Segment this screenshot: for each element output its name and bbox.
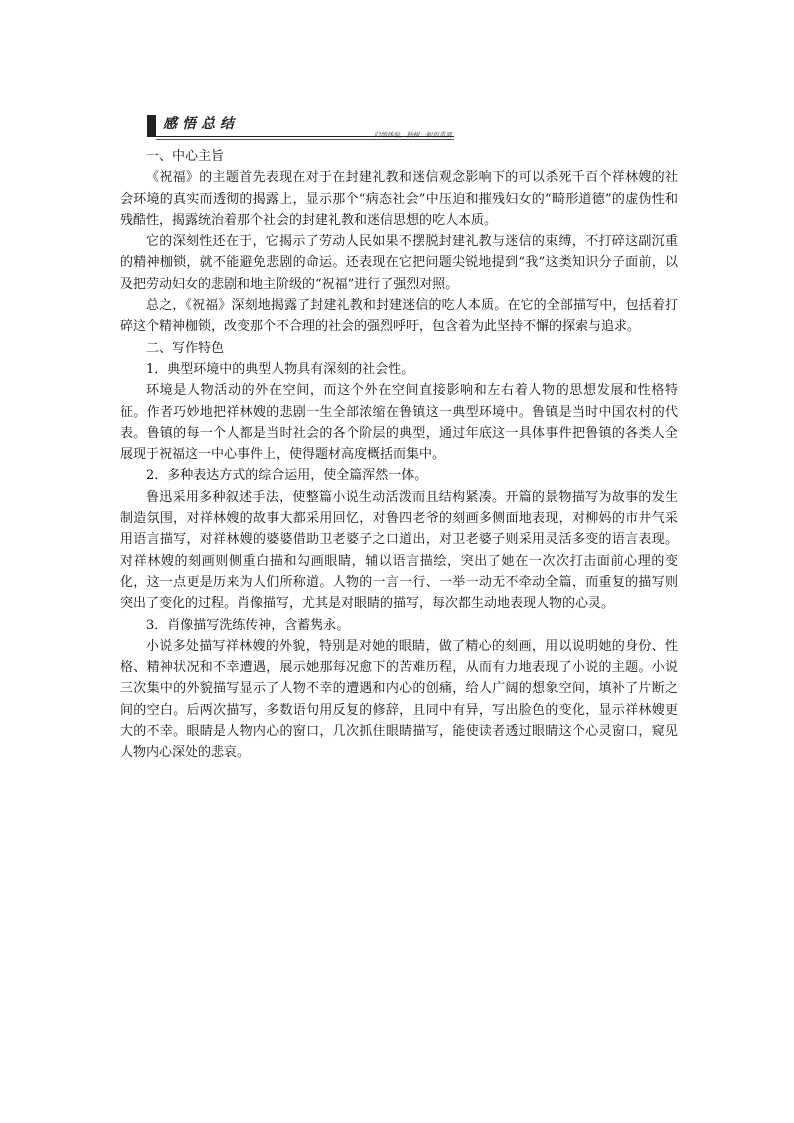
banner-rule-thin [156,139,454,140]
paragraph: 它的深刻性还在于，它揭示了劳动人民如果不摆脱封建礼教与迷信的束缚，不打碎这副沉重的精神枷锁，就不能避免悲剧的命运。还表现在它把问题尖锐地提到“我”这类知识分子面前，以及把劳动妇女的悲剧和地主阶级的“祝福”进行了强烈对照。 [120,234,678,292]
banner-marker [147,115,156,137]
section-heading-features: 二、写作特色 [146,340,225,356]
section-heading-theme: 一、中心主旨 [146,149,225,164]
article-body [120,146,678,764]
paragraph: 总之，《祝福》深刻地揭露了封建礼教和封建迷信的吃人本质。在它的全部描写中，包括着打碎这个精神枷锁，改变那个不合理的社会的强烈呼吁，包含着为此坚持不懈的探索与追求。 [120,298,678,335]
banner-subtitle: 归纳体验，独树一帜很重要 [374,131,452,139]
subheading-portrait-description: 3．肖像描写洗练传神，含蓄隽永。 [146,617,350,633]
section-banner [147,113,454,141]
banner-rule [156,136,454,137]
paragraph: 鲁迅采用多种叙述手法，使整篇小说生动活泼而且结构紧凑。开篇的景物描写为故事的发生制造氛围，对祥林嫂的故事大都采用回忆，对鲁四老爷的刻画多侧面地表现，对柳妈的市井气采用语言描写，对祥林嫂的婆婆借助卫老婆子之口道出，对卫老婆子则采用灵活多变的语言表现。对祥林嫂的刻画则侧重白描和勾画眼睛，辅以语言描绘，突出了她在一次次打击面前心理的变化，这一点更是历来为人们所称道。人物的一言一行、一举一动无不牵动全篇，而重复的描写则突出了变化的过程。肖像描写，尤其是对眼睛的描写，每次都生动地表现人物的心灵。 [120,489,678,612]
subheading-expression-methods: 2．多种表达方式的综合运用，使全篇浑然一体。 [146,468,428,484]
paragraph: 《祝福》的主题首先表现在对于在封建礼教和迷信观念影响下的可以杀死千百个祥林嫂的社会环境的真实而透彻的揭露上，显示那个“病态社会”中压迫和摧残妇女的“畸形道德”的虚伪性和残酷性，揭露统治着那个社会的封建礼教和迷信思想的吃人本质。 [120,170,678,228]
subheading-typical-character: 1．典型环境中的典型人物具有深刻的社会性。 [146,361,415,377]
banner-title: 感悟总结 [163,116,239,132]
paragraph: 小说多处描写祥林嫂的外貌，特别是对她的眼睛，做了精心的刻画，用以说明她的身份、性格、精神状况和不幸遭遇，展示她那每况愈下的苦难历程，从而有力地表现了小说的主题。小说三次集中的外貌描写显示了人物不幸的遭遇和内心的创痛，给人广阔的想象空间，填补了片断之间的空白。后两次描写，多数语句用反复的修辞，且同中有异，写出脸色的变化，显示祥林嫂更大的不幸。眼睛是人物内心的窗口，几次抓住眼睛描写，能使读者透过眼睛这个心灵窗口，窥见人物内心深处的悲哀。 [120,638,678,761]
paragraph: 环境是人物活动的外在空间，而这个外在空间直接影响和左右着人物的思想发展和性格特征。作者巧妙地把祥林嫂的悲剧一生全部浓缩在鲁镇这一典型环境中。鲁镇是当时中国农村的代表。鲁镇的每一个人都是当时社会的各个阶层的典型，通过年底这一具体事件把鲁镇的各类人全展现于祝福这一中心事件上，使得题材高度概括而集中。 [120,383,678,463]
